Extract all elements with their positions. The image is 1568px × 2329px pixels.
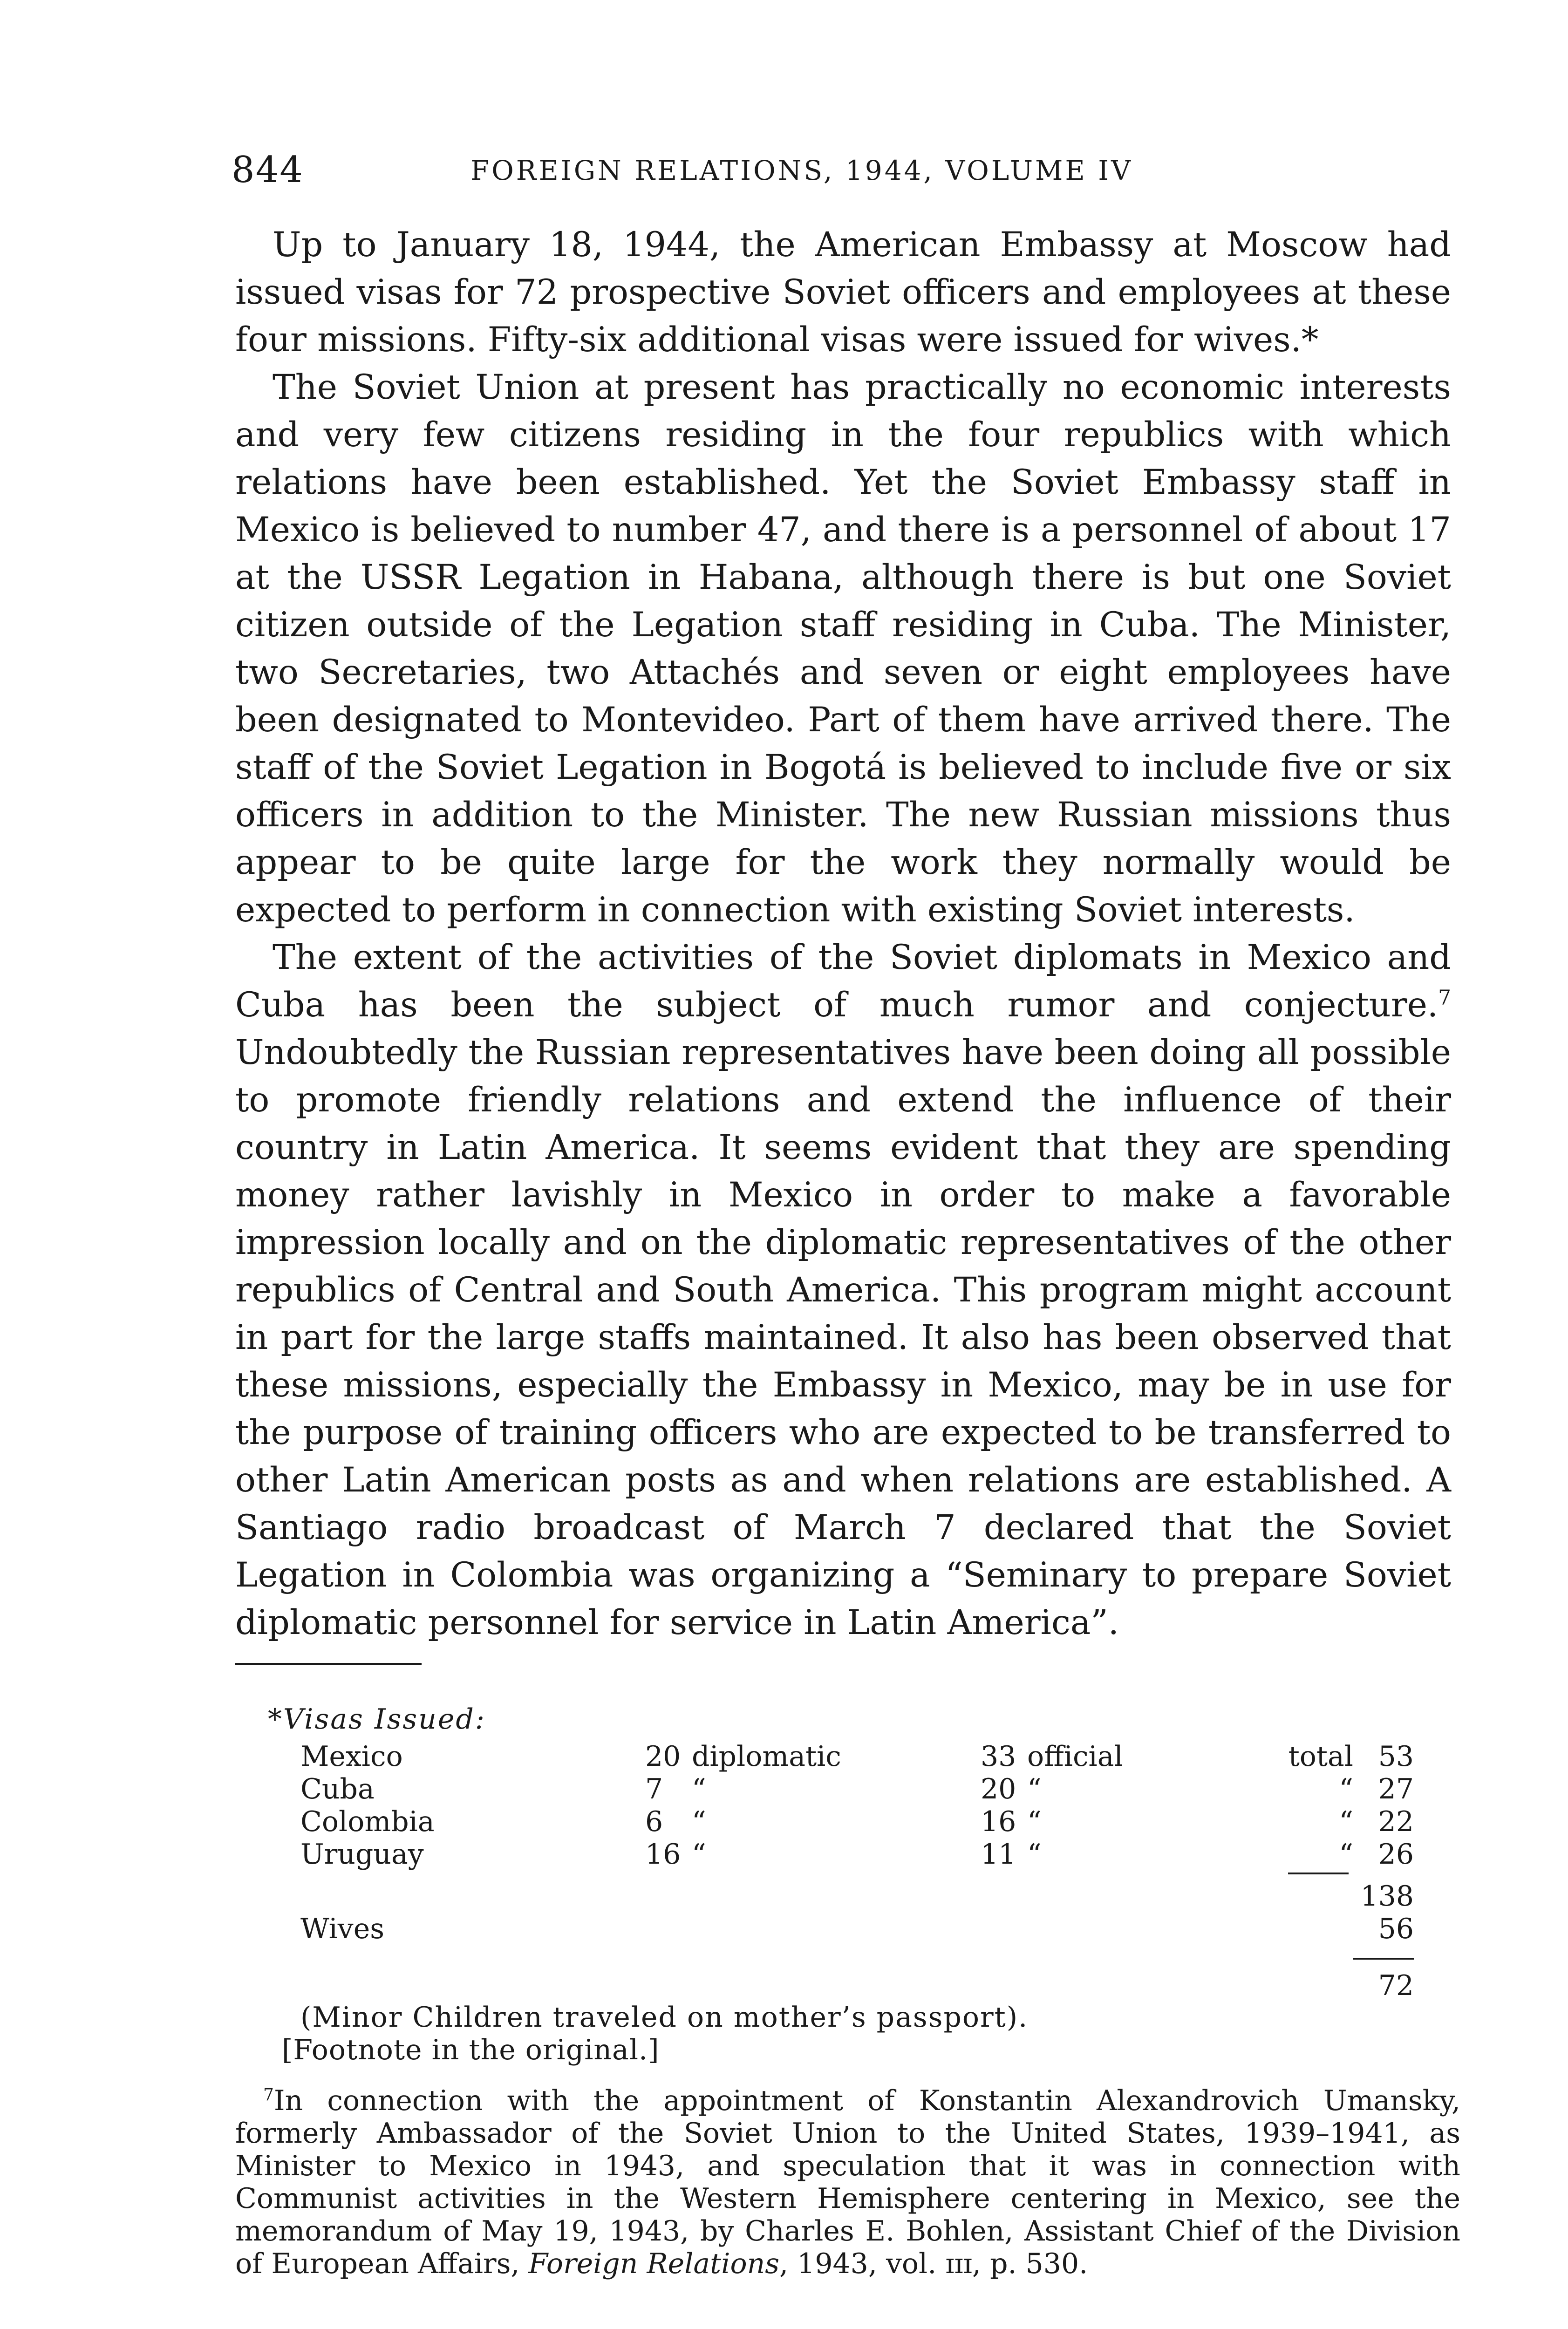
footnote-7-text bbox=[235, 2084, 1460, 2280]
diplomatic-count: 6 bbox=[645, 1805, 663, 1838]
footnote-7 bbox=[235, 2084, 1460, 2280]
footnote-7-citation: , 1943, vol. ɪɪɪ, p. 530. bbox=[779, 2247, 1088, 2280]
running-head: FOREIGN RELATIONS, 1944, VOLUME IV bbox=[470, 155, 1133, 186]
visas-heading: *Visas Issued: bbox=[268, 1703, 486, 1736]
page-number: 844 bbox=[232, 149, 304, 191]
official-count: 11 bbox=[981, 1838, 1016, 1871]
diplomatic-label: “ bbox=[692, 1773, 706, 1805]
paragraph-3-start: The extent of the activities of the Soviet diplomats in Mexico and Cuba has been the subject of much rumor and conjecture. bbox=[235, 938, 1451, 1025]
country-cell: Cuba bbox=[300, 1773, 375, 1805]
footnote-ref-7[interactable]: 7 bbox=[1438, 986, 1451, 1010]
wives-label: Wives bbox=[300, 1913, 384, 1945]
final-total-value: 72 bbox=[1378, 1969, 1414, 2002]
paragraph-3 bbox=[235, 934, 1451, 1647]
official-label: “ bbox=[1027, 1773, 1042, 1805]
diplomatic-label: “ bbox=[692, 1838, 706, 1871]
official-label: “ bbox=[1027, 1805, 1042, 1838]
country-cell: Colombia bbox=[300, 1805, 435, 1838]
total-label: “ bbox=[1339, 1773, 1353, 1805]
subtotal-value: 138 bbox=[1360, 1880, 1414, 1913]
official-count: 33 bbox=[981, 1740, 1016, 1773]
diplomatic-count: 7 bbox=[645, 1773, 663, 1805]
total-count: 22 bbox=[1378, 1805, 1414, 1838]
total-count: 27 bbox=[1378, 1773, 1414, 1805]
diplomatic-label: diplomatic bbox=[692, 1740, 841, 1773]
footnote-7-body: In connection with the appointment of Konstantin Alexandrovich Umansky, formerly Ambassador of the Soviet Union to the United States, 1939–1941, as Minister to Mexico in 1943, and speculation that it was in connection with Communist activities in the Western Hemisphere centering in Mexico, see the memorandum of May 19, 1943, by Charles E. Bohlen, Assistant Chief of the Division of European Affairs, bbox=[235, 2084, 1460, 2280]
official-count: 20 bbox=[981, 1773, 1016, 1805]
footnote-rule bbox=[235, 1663, 422, 1665]
paragraph-1: Up to January 18, 1944, the American Embassy at Moscow had issued visas for 72 prospective Soviet officers and employees at these four missions. Fifty-six additional visas were issued for wives.* bbox=[235, 225, 1451, 360]
visa-table bbox=[300, 1740, 1465, 1870]
final-rule bbox=[1353, 1958, 1414, 1960]
country-cell: Mexico bbox=[300, 1740, 403, 1773]
body-text bbox=[235, 221, 1451, 1647]
footnote-7-publication: Foreign Relations bbox=[528, 2247, 780, 2280]
diplomatic-label: “ bbox=[692, 1805, 706, 1838]
total-label: “ bbox=[1339, 1838, 1353, 1871]
diplomatic-count: 20 bbox=[645, 1740, 681, 1773]
footnote-7-mark: 7 bbox=[263, 2085, 274, 2104]
paragraph-3-end: Undoubtedly the Russian representatives have been doing all possible to promote friendly relations and extend the influence of their country in Latin America. It seems evident that they are spending money rather lavishly in Mexico in order to make a favorable impression locally and on the diplomatic representatives of the other republics of Central and South America. This program might account in part for the large staffs maintained. It also has been observed that these missions, especially the Embassy in Mexico, may be in use for the purpose of training officers who are expected to be transferred to other Latin American posts as and when relations are established. A Santiago radio broadcast of March 7 declared that the Soviet Legation in Colombia was organizing a “Seminary to prepare Soviet diplomatic personnel for service in Latin America”. bbox=[235, 1033, 1451, 1642]
diplomatic-count: 16 bbox=[645, 1838, 681, 1871]
country-cell: Uruguay bbox=[300, 1838, 424, 1871]
page-header bbox=[232, 140, 1452, 196]
table-row bbox=[300, 1838, 1465, 1870]
table-row bbox=[300, 1805, 1465, 1838]
official-label: “ bbox=[1027, 1838, 1042, 1871]
footnote-source: [Footnote in the original.] bbox=[282, 2034, 660, 2066]
official-count: 16 bbox=[981, 1805, 1016, 1838]
total-count: 26 bbox=[1378, 1838, 1414, 1871]
table-row bbox=[300, 1772, 1465, 1805]
official-label: official bbox=[1027, 1740, 1123, 1773]
subtotal-rule bbox=[1288, 1873, 1349, 1874]
total-label: “ bbox=[1339, 1805, 1353, 1838]
children-note: (Minor Children traveled on mother’s passport). bbox=[300, 2001, 1029, 2034]
table-row bbox=[300, 1740, 1465, 1772]
paragraph-2: The Soviet Union at present has practically no economic interests and very few citizens residing in the four republics with which relations have been established. Yet the Soviet Embassy staff in Mexico is believed to number 47, and there is a personnel of about 17 at the USSR Legation in Habana, although there is but one Soviet citizen outside of the Legation staff residing in Cuba. The Minister, two Secretaries, two Attachés and seven or eight employees have been designated to Montevideo. Part of them have arrived there. The staff of the Soviet Legation in Bogotá is believed to include five or six officers in addition to the Minister. The new Russian missions thus appear to be quite large for the work they normally would be expected to perform in connection with existing Soviet interests. bbox=[235, 368, 1451, 930]
total-count: 53 bbox=[1378, 1740, 1414, 1773]
wives-value: 56 bbox=[1378, 1913, 1414, 1945]
total-label: total bbox=[1288, 1740, 1353, 1773]
